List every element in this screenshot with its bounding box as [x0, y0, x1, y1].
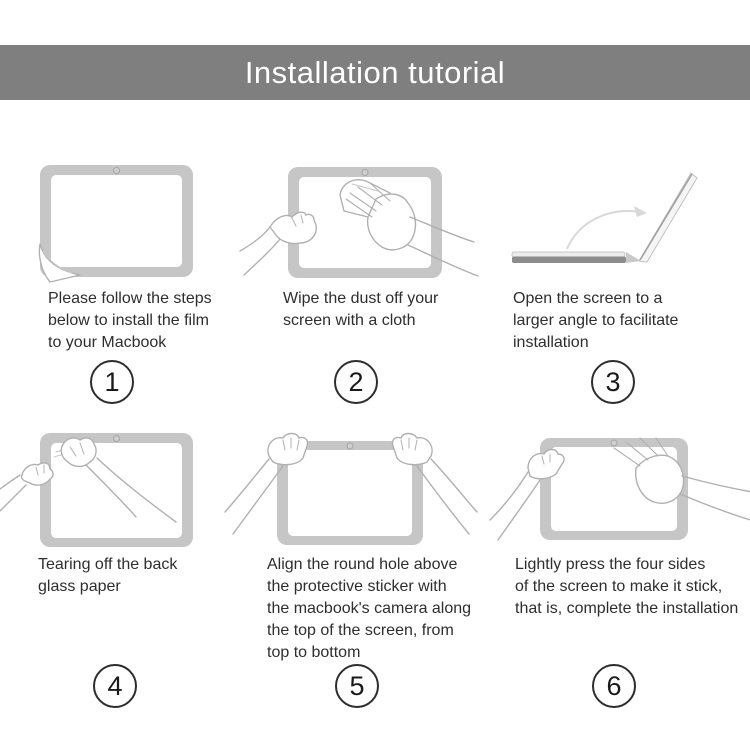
page-title: Installation tutorial [244, 54, 506, 90]
step-number-badge: 2 [334, 360, 378, 404]
step-5 [250, 428, 500, 750]
step-number-badge: 4 [93, 664, 137, 708]
step-caption: Align the round hole above the protective sticker with the macbook's camera along the top of the screen, from top to bottom [267, 556, 472, 661]
tear-backing-illustration [0, 425, 250, 550]
step-1 [0, 160, 250, 428]
macbook-screen-icon [40, 165, 193, 277]
align-camera-illustration [225, 428, 495, 553]
press-sides-illustration [490, 428, 750, 546]
step-number-badge: 5 [335, 664, 379, 708]
header-banner [0, 45, 750, 100]
step-2 [250, 160, 500, 428]
step-caption: Open the screen to a larger angle to facilitate installation [513, 290, 679, 351]
step-number-badge: 6 [592, 664, 636, 708]
step-caption: Wipe the dust off your screen with a cloth [283, 290, 439, 329]
step-number-badge: 1 [90, 360, 134, 404]
open-screen-illustration [495, 165, 725, 270]
step-number-badge: 3 [591, 360, 635, 404]
wipe-screen-illustration [240, 155, 490, 290]
step-caption: Tearing off the back glass paper [38, 556, 178, 595]
step-4 [0, 428, 250, 750]
step-3 [500, 160, 750, 428]
step-caption: Please follow the steps below to install the film to your Macbook [48, 290, 212, 351]
film-peel-illustration [30, 160, 210, 284]
laptop-side-icon [512, 173, 697, 263]
step-caption: Lightly press the four sides of the screen to make it stick, that is, complete the installation [515, 556, 739, 617]
step-6 [500, 428, 750, 750]
open-arrow-icon [567, 206, 647, 249]
